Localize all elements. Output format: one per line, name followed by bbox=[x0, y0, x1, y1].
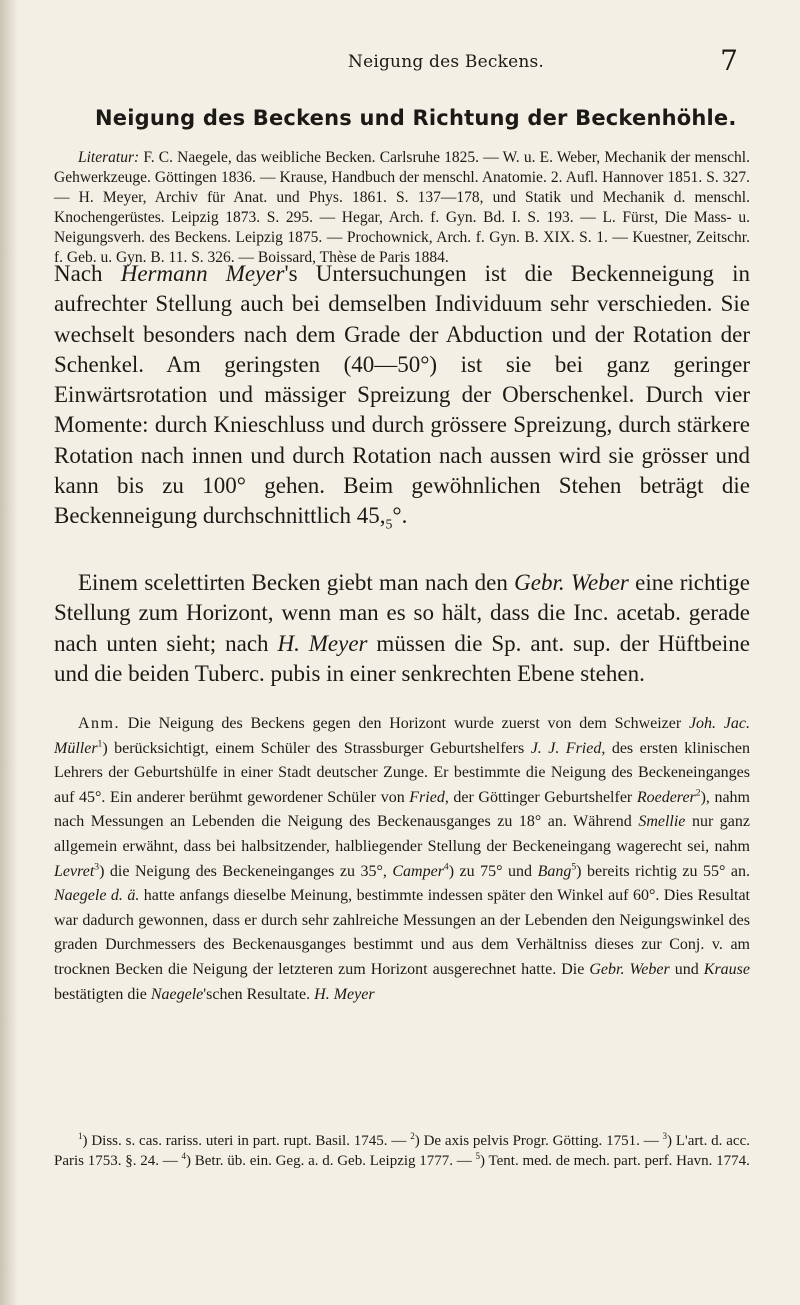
author-name: Naegele d. ä. bbox=[54, 887, 140, 905]
footnote-paren: ) bbox=[414, 1133, 420, 1149]
text-run: die Neigung des Beckeneinganges zu 35°, bbox=[104, 862, 393, 880]
literature-text: F. C. Naegele, das weibliche Becken. Carlsruhe 1825. — W. u. E. Weber, Mechanik der menschl. Gehwerkzeuge. Göttingen 1836. — Krause, Handbuch der menschl. Anatomie. 2. Aufl. Hannover 1851. S. 327. — H. Meyer, Archiv für Anat. und Phys. 1861. S. 137—178, und Statik und Mechanik d. menschl. Knochengerüstes. Leipzig 1873. S. 295. — Hegar, Arch. f. Gyn. Bd. I. S. 193. — L. Fürst, Die Mass- u. Neigungsverh. des Beckens. Leipzig 1875. — Prochownick, Arch. f. Gyn. B. XIX. S. 1. — Kuestner, Zeitschr. f. Geb. u. Gyn. B. 11. S. 326. — Boissard, Thèse de Paris 1884. bbox=[54, 149, 750, 266]
author-name: Roederer bbox=[636, 788, 696, 806]
text-run: bereits richtig zu 55° an. bbox=[581, 862, 750, 880]
footnotes bbox=[54, 1131, 750, 1171]
author-name: Smellie bbox=[638, 813, 686, 831]
author-name: Bang bbox=[537, 862, 572, 880]
footnote-paren: ) bbox=[448, 862, 455, 880]
text-run: Nach bbox=[54, 261, 121, 286]
footnote-paren: ) bbox=[186, 1153, 191, 1169]
page-number: 7 bbox=[720, 44, 738, 77]
text-run: , der Göttinger Geburtshelfer bbox=[444, 788, 637, 806]
author-name: Krause bbox=[703, 960, 751, 978]
footnote-paren: ) bbox=[480, 1153, 486, 1169]
author-name: H. Meyer bbox=[277, 630, 368, 656]
text-run: , nahm nach Messungen an Lebenden die Neigung des Beckenausganges zu 18° an. Während bbox=[54, 788, 751, 831]
footnote-paren: ) bbox=[99, 862, 105, 880]
text-run: und bbox=[669, 960, 704, 978]
text-run: , des ersten klinischen Lehrers der Geburtshülfe in einer Stadt deutscher Zunge. Er bestimmte die Neigung des Beckeneinganges auf 45°. Ein anderer berühmt gewordener Schüler von bbox=[54, 739, 751, 806]
annotation-label: Anm. bbox=[78, 715, 120, 732]
text-run: berücksichtigt, einem Schüler des Strassburger Geburtshelfers bbox=[107, 739, 531, 757]
text-run: °. bbox=[392, 503, 408, 529]
annotation-paragraph bbox=[54, 712, 750, 1007]
text-run: zu 75° und bbox=[454, 862, 538, 880]
footnote-marker: 5 bbox=[475, 1151, 481, 1161]
author-name: Hermann Meyer bbox=[120, 261, 285, 286]
footnote-marker: 1 bbox=[78, 1131, 83, 1141]
author-name: Levret bbox=[54, 862, 95, 880]
footnote-text: Betr. üb. ein. Geg. a. d. Geb. Leipzig 1777. — bbox=[191, 1153, 476, 1169]
running-head-title: Neigung des Beckens. bbox=[348, 52, 545, 72]
footnote-ref: 4 bbox=[443, 861, 449, 873]
author-name: Fried bbox=[409, 788, 445, 806]
text-run: 'schen Resultate. bbox=[203, 985, 315, 1003]
footnote-marker: 2 bbox=[410, 1131, 415, 1141]
literature-paragraph bbox=[54, 148, 750, 268]
footnote-marker: 3 bbox=[662, 1131, 668, 1141]
footnote-ref: 3 bbox=[94, 861, 100, 873]
section-heading: Neigung des Beckens und Richtung der Beckenhöhle. bbox=[95, 106, 737, 130]
text-run: hatte anfangs dieselbe Meinung, bestimmte indessen später den Winkel auf 60°. Dies Resultat war dadurch gewonnen, dass er durch sehr zahlreiche Messungen an der Lebenden den Neigungswinkel des graden Durchmessers des Beckenausganges bestimmt und aus dem Verhältniss dieses zur Conj. v. am trocknen Becken die Neigung der letzteren zum Horizont ausgerechnet hatte. Die bbox=[54, 887, 751, 978]
footnote-text: Tent. med. de mech. part. perf. Havn. 1774. bbox=[485, 1153, 750, 1169]
author-name: Gebr. Weber bbox=[514, 570, 629, 595]
literature-label: Literatur: bbox=[78, 149, 140, 166]
footnote-text: Diss. s. cas. rariss. uteri in part. rupt. Basil. 1745. — bbox=[87, 1133, 411, 1149]
body-paragraph-2 bbox=[54, 568, 750, 689]
author-name: Joh. Jac. Müller bbox=[54, 715, 751, 757]
author-name: J. J. Fried bbox=[530, 739, 602, 757]
footnote-paren: ) bbox=[700, 788, 706, 806]
author-name: Gebr. Weber bbox=[589, 960, 670, 978]
footnote-ref: 1 bbox=[97, 738, 103, 750]
text-run: Die Neigung des Beckens gegen den Horizont wurde zuerst von dem Schweizer bbox=[120, 715, 689, 732]
footnote-ref: 5 bbox=[571, 861, 577, 873]
footnote-text: De axis pelvis Progr. Götting. 1751. — bbox=[419, 1133, 663, 1149]
footnote-paren: ) bbox=[576, 862, 582, 880]
text-run: Einem scelettirten Becken giebt man nach den bbox=[78, 570, 515, 595]
footnote-text: L'art. d. acc. Paris 1753. §. 24. — bbox=[54, 1133, 750, 1169]
text-run: bestätigten die bbox=[54, 985, 151, 1003]
running-head bbox=[0, 44, 800, 78]
author-name: Naegele bbox=[150, 985, 204, 1003]
footnote-ref: 2 bbox=[695, 787, 701, 799]
body-paragraph-1 bbox=[54, 259, 750, 532]
footnote-paren: ) bbox=[667, 1133, 673, 1149]
footnote-marker: 4 bbox=[181, 1151, 186, 1161]
text-run: nur ganz allgemein erwähnt, dass bei halbsitzender, halbliegender Stellung der Beckeneingang wagerecht sei, nahm bbox=[54, 813, 751, 855]
author-name: H. Meyer bbox=[314, 985, 375, 1003]
binding-shadow bbox=[0, 0, 18, 1305]
footnote-paren: ) bbox=[82, 1133, 88, 1149]
subscript: 5 bbox=[385, 516, 393, 532]
text-run: eine richtige Stellung zum Horizont, wenn man es so hält, dass die Inc. acetab. gerade nach unten sieht; nach bbox=[54, 570, 750, 656]
author-name: Camper bbox=[392, 862, 444, 880]
footnote-paren: ) bbox=[102, 739, 108, 757]
text-run: müssen die Sp. ant. sup. der Hüftbeine und die beiden Tuberc. pubis in einer senkrechten Ebene stehen. bbox=[54, 630, 750, 686]
text-run: 's Untersuchungen ist die Beckenneigung in aufrechter Stellung auch bei demselben Individuum sehr verschieden. Sie wechselt besonders nach dem Grade der Abduction und der Rotation der Schenkel. Am geringsten (40—50°) ist sie bei ganz geringer Einwärtsrotation und mässiger Spreizung der Oberschenkel. Durch vier Momente: durch Knieschluss und durch grössere Spreizung, durch stärkere Rotation nach innen und durch Rotation nach aussen wird sie grösser und kann bis zu 100° gehen. Beim gewöhnlichen Stehen beträgt die Beckenneigung durchschnittlich 45, bbox=[54, 261, 750, 529]
